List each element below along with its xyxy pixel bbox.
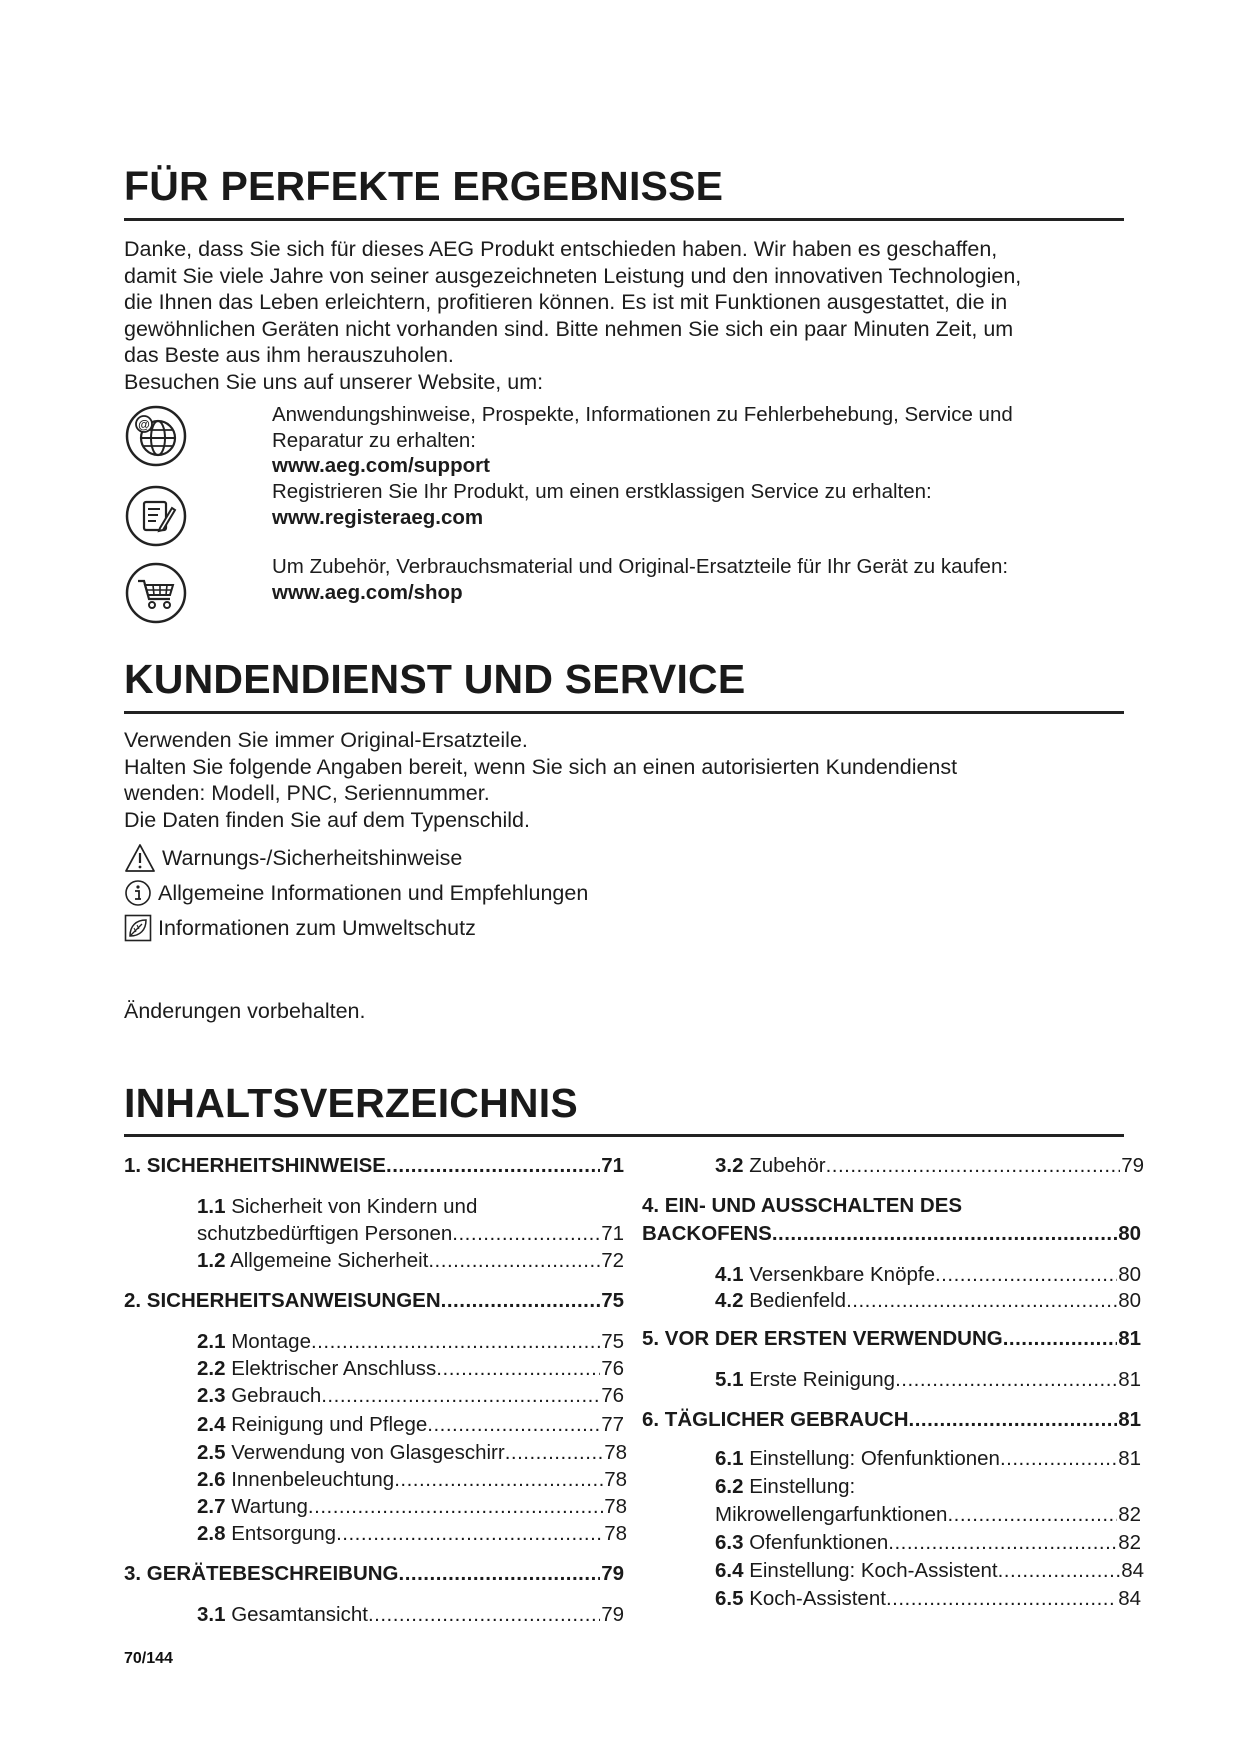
toc-chapter-2[interactable]: 2. SICHERHEITSANWEISUNGEN ..... 75: [124, 1288, 624, 1314]
toc-chapter-6[interactable]: 6. TÄGLICHER GEBRAUCH ..... 81: [642, 1407, 1141, 1433]
toc-entry-2-2[interactable]: 2.2 Elektrischer Anschluss ..... 76: [197, 1356, 624, 1382]
section-title-customer-service: KUNDENDIENST UND SERVICE: [124, 656, 746, 702]
toc-entry-6-4[interactable]: 6.4 Einstellung: Koch-Assistent ..... 84: [715, 1558, 1144, 1584]
toc-entry-2-6[interactable]: 2.6 Innenbeleuchtung ..... 78: [197, 1467, 627, 1493]
toc-entry-1-1-cont[interactable]: schutzbedürftigen Personen ..... 71: [197, 1221, 624, 1247]
toc-entry-3-2[interactable]: 3.2 Zubehör ..... 79: [715, 1153, 1144, 1179]
text-line: das Beste aus ihm herauszuholen.: [124, 343, 454, 367]
service-text: Registrieren Sie Ihr Produkt, um einen erstklassigen Service zu erhalten:: [272, 480, 932, 503]
text-line: damit Sie viele Jahre von seiner ausgezeichneten Leistung und den innovativen Technologien,: [124, 263, 1022, 288]
legend-text: Warnungs-/Sicherheitshinweise: [162, 846, 463, 870]
register-link[interactable]: www.registeraeg.com: [272, 505, 484, 529]
toc-entry-2-8[interactable]: 2.8 Entsorgung ..... 78: [197, 1521, 627, 1547]
page-number: 70/144: [124, 1650, 173, 1667]
toc-entry-1-1[interactable]: 1.1 Sicherheit von Kindern und: [197, 1195, 478, 1218]
shop-link[interactable]: www.aeg.com/shop: [272, 580, 463, 604]
service-text: Anwendungshinweise, Prospekte, Informationen zu Fehlerbehebung, Service und: [272, 403, 1013, 426]
section-title-perfect-results: FÜR PERFEKTE ERGEBNISSE: [124, 163, 724, 209]
text-line: Danke, dass Sie sich für dieses AEG Produkt entschieden haben. Wir haben es geschaffen,: [124, 237, 998, 261]
toc-chapter-5[interactable]: 5. VOR DER ERSTEN VERWENDUNG ..... 81: [642, 1326, 1141, 1352]
toc-chapter-4[interactable]: 4. EIN- UND AUSSCHALTEN DES: [642, 1194, 963, 1217]
text-line: Verwenden Sie immer Original-Ersatzteile.: [124, 728, 528, 752]
text-line: Besuchen Sie uns auf unserer Website, um:: [124, 369, 544, 394]
section-title-contents: INHALTSVERZEICHNIS: [124, 1080, 578, 1126]
text-line: Halten Sie folgende Angaben bereit, wenn Sie sich an einen autorisierten Kundendienst: [124, 754, 958, 779]
toc-entry-2-3[interactable]: 2.3 Gebrauch ..... 76: [197, 1383, 624, 1409]
toc-entry-1-2[interactable]: 1.2 Allgemeine Sicherheit ..... 72: [197, 1248, 624, 1274]
legend-text: Allgemeine Informationen und Empfehlungen: [158, 881, 589, 905]
toc-entry-3-1[interactable]: 3.1 Gesamtansicht ..... 79: [197, 1602, 624, 1628]
toc-chapter-4-cont[interactable]: BACKOFENS ..... 80: [642, 1221, 1141, 1247]
text-line: gewöhnlichen Geräten nicht vorhanden sind. Bitte nehmen Sie sich ein paar Minuten Zeit, um: [124, 316, 1014, 341]
toc-entry-2-5[interactable]: 2.5 Verwendung von Glasgeschirr ..... 78: [197, 1440, 627, 1466]
toc-entry-6-2[interactable]: 6.2 Einstellung:: [715, 1475, 856, 1498]
support-link[interactable]: www.aeg.com/support: [272, 454, 490, 477]
toc-entry-2-1[interactable]: 2.1 Montage ..... 75: [197, 1329, 624, 1355]
toc-entry-4-2[interactable]: 4.2 Bedienfeld ..... 80: [715, 1288, 1141, 1314]
toc-chapter-3[interactable]: 3. GERÄTEBESCHREIBUNG ..... 79: [124, 1561, 624, 1587]
changes-note: Änderungen vorbehalten.: [124, 999, 366, 1023]
service-text: Reparatur zu erhalten:: [272, 428, 476, 452]
toc-entry-6-2-cont[interactable]: Mikrowellengarfunktionen ..... 82: [715, 1502, 1141, 1528]
text-line: die Ihnen das Leben erleichtern, profitieren können. Es ist mit Funktionen ausgestattet, die in: [124, 290, 1008, 314]
toc-entry-4-1[interactable]: 4.1 Versenkbare Knöpfe ..... 80: [715, 1262, 1141, 1288]
legend-text: Informationen zum Umweltschutz: [158, 916, 476, 940]
toc-entry-6-1[interactable]: 6.1 Einstellung: Ofenfunktionen ..... 81: [715, 1446, 1141, 1472]
text-line: wenden: Modell, PNC, Seriennummer.: [124, 781, 490, 805]
toc-entry-6-5[interactable]: 6.5 Koch-Assistent ..... 84: [715, 1586, 1141, 1612]
toc-chapter-1[interactable]: 1. SICHERHEITSHINWEISE ..... 71: [124, 1153, 624, 1179]
toc-entry-5-1[interactable]: 5.1 Erste Reinigung ..... 81: [715, 1367, 1141, 1393]
svg-text:@: @: [138, 417, 150, 432]
toc-entry-6-3[interactable]: 6.3 Ofenfunktionen ..... 82: [715, 1530, 1141, 1556]
toc-entry-2-7[interactable]: 2.7 Wartung ..... 78: [197, 1494, 627, 1520]
toc-entry-2-4[interactable]: 2.4 Reinigung und Pflege ..... 77: [197, 1412, 624, 1438]
service-text: Um Zubehör, Verbrauchsmaterial und Original-Ersatzteile für Ihr Gerät zu kaufen:: [272, 555, 1009, 578]
text-line: Die Daten finden Sie auf dem Typenschild.: [124, 807, 530, 832]
